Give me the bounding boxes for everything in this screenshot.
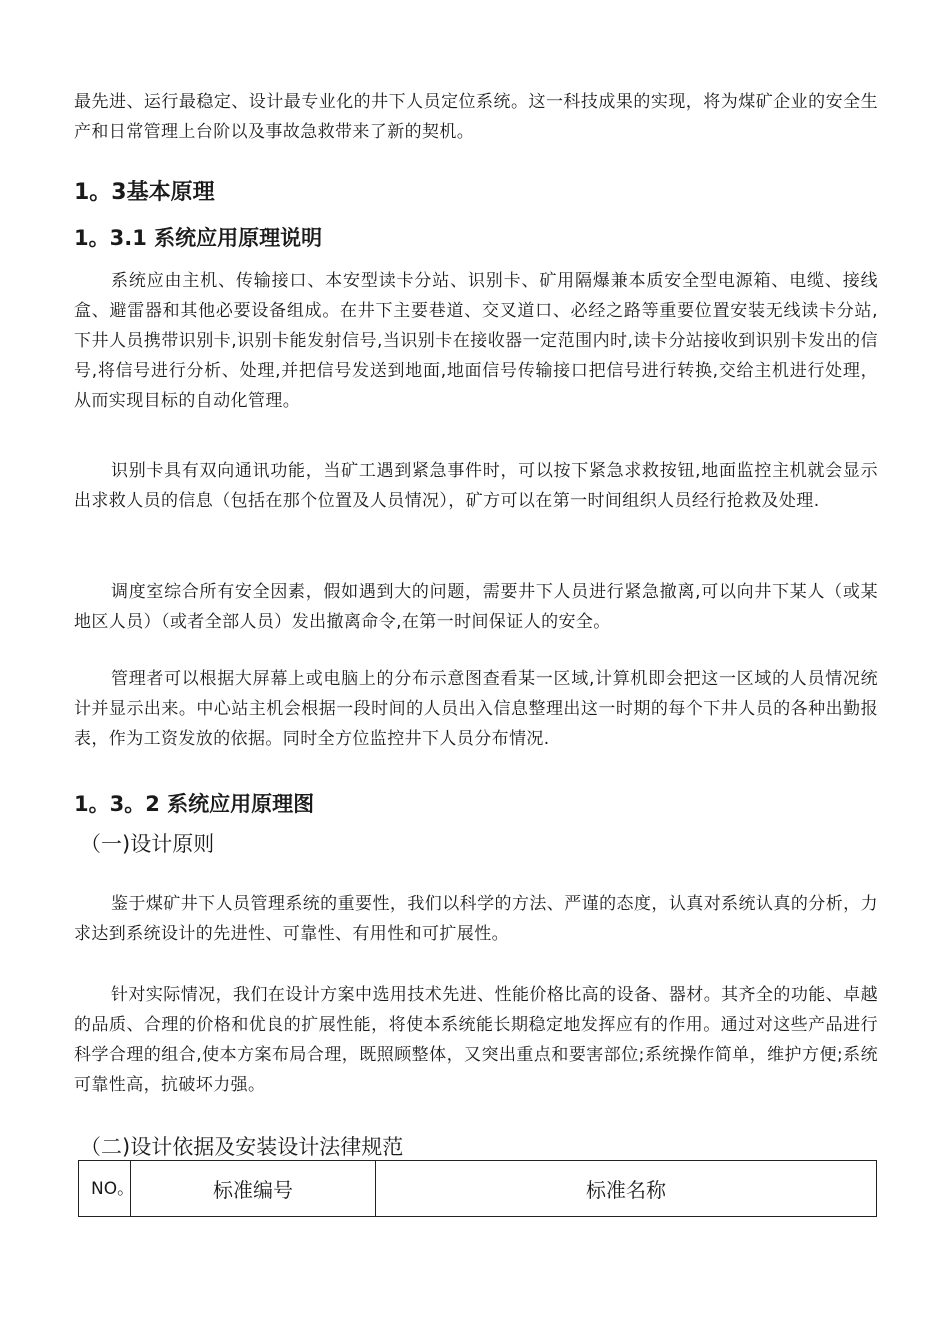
intro-paragraph: 最先进、运行最稳定、设计最专业化的井下人员定位系统。这一科技成果的实现，将为煤矿企业的安全生产和日常管理上台阶以及事故急救带来了新的契机。 bbox=[74, 92, 878, 142]
design-principles-paragraph-2: 针对实际情况，我们在设计方案中选用技术先进、性能价格比高的设备、器材。其齐全的功能、卓越的品质、合理的价格和优良的扩展性能，将使本系统能长期稳定地发挥应有的作用。通过对这些产品进行科学合理的组合,使本方案布局合理，既照顾整体，又突出重点和要害部位;系统操作简单，维护方便;系统可靠性高，抗破坏力强。 bbox=[74, 985, 878, 1095]
standards-table-header-row bbox=[79, 1161, 877, 1217]
section-heading-1-3: 1。3基本原理 bbox=[74, 180, 215, 205]
standards-table bbox=[78, 1160, 877, 1217]
design-principles-paragraph-1: 鉴于煤矿井下人员管理系统的重要性，我们以科学的方法、严谨的态度，认真对系统认真的分析，力求达到系统设计的先进性、可靠性、有用性和可扩展性。 bbox=[74, 894, 878, 944]
subsection-heading-1-3-2: 1。3。2 系统应用原理图 bbox=[74, 792, 315, 816]
principle-paragraph-1: 系统应由主机、传输接口、本安型读卡分站、识别卡、矿用隔爆兼本质安全型电源箱、电缆、接线盒、避雷器和其他必要设备组成。在井下主要巷道、交叉道口、必经之路等重要位置安装无线读卡分站,下井人员携带识别卡,识别卡能发射信号,当识别卡在接收器一定范围内时,读卡分站接收到识别卡发出的信号,将信号进行分析、处理,并把信号发送到地面,地面信号传输接口把信号进行转换,交给主机进行处理，从而实现目标的自动化管理。 bbox=[74, 271, 878, 411]
principle-paragraph-3: 调度室综合所有安全因素，假如遇到大的问题，需要井下人员进行紧急撤离,可以向井下某人（或某地区人员）（或者全部人员）发出撤离命令,在第一时间保证人的安全。 bbox=[74, 582, 878, 632]
principle-paragraph-2: 识别卡具有双向通讯功能，当矿工遇到紧急事件时，可以按下紧急求救按钮,地面监控主机就会显示出求救人员的信息（包括在那个位置及人员情况），矿方可以在第一时间组织人员经行抢救及处理. bbox=[74, 461, 878, 511]
column-header-no: NO。 bbox=[79, 1161, 131, 1217]
column-header-standard-name: 标准名称 bbox=[376, 1161, 877, 1217]
principle-paragraph-4: 管理者可以根据大屏幕上或电脑上的分布示意图查看某一区域,计算机即会把这一区域的人员情况统计并显示出来。中心站主机会根据一段时间的人员出入信息整理出这一时期的每个下井人员的各种出勤报表，作为工资发放的依据。同时全方位监控井下人员分布情况. bbox=[74, 669, 878, 749]
subsection-heading-1-3-1: 1。3.1 系统应用原理说明 bbox=[74, 226, 323, 250]
design-basis-heading: （二)设计依据及安装设计法律规范 bbox=[80, 1135, 404, 1159]
column-header-standard-code: 标准编号 bbox=[131, 1161, 376, 1217]
design-principles-heading: （一)设计原则 bbox=[80, 832, 215, 856]
